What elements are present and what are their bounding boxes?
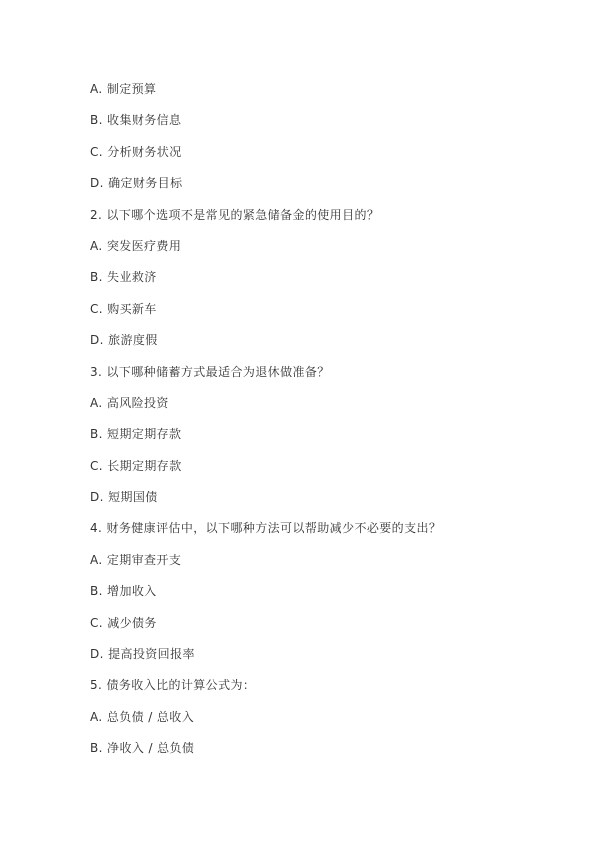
question-line: 2. 以下哪个选项不是常见的紧急储备金的使用目的？ — [90, 207, 380, 222]
option-line: A. 突发医疗费用 — [90, 238, 182, 253]
question-list — [90, 79, 570, 770]
option-line: B. 失业救济 — [90, 270, 157, 285]
question-line: 5. 债务收入比的计算公式为： — [90, 678, 256, 693]
option-line: C. 购买新车 — [90, 301, 157, 316]
option-line: A. 高风险投资 — [90, 395, 169, 410]
option-line: B. 净收入 / 总负债 — [90, 741, 195, 756]
option-line: D. 确定财务目标 — [90, 176, 183, 191]
option-line: A. 定期审查开支 — [90, 552, 182, 567]
option-line: B. 短期定期存款 — [90, 427, 182, 442]
option-line: D. 旅游度假 — [90, 333, 158, 348]
question-line: 3. 以下哪种储蓄方式最适合为退休做准备？ — [90, 364, 330, 379]
option-line: B. 增加收入 — [90, 584, 157, 599]
option-line: C. 长期定期存款 — [90, 458, 182, 473]
option-line: D. 提高投资回报率 — [90, 647, 195, 662]
option-line: A. 总负债 / 总收入 — [90, 709, 195, 724]
option-line: C. 分析财务状况 — [90, 144, 182, 159]
option-line: B. 收集财务信息 — [90, 113, 182, 128]
question-line: 4. 财务健康评估中，以下哪种方法可以帮助减少不必要的支出？ — [90, 521, 442, 536]
option-line: D. 短期国债 — [90, 490, 158, 505]
option-line: C. 减少债务 — [90, 615, 157, 630]
option-line: A. 制定预算 — [90, 82, 157, 96]
